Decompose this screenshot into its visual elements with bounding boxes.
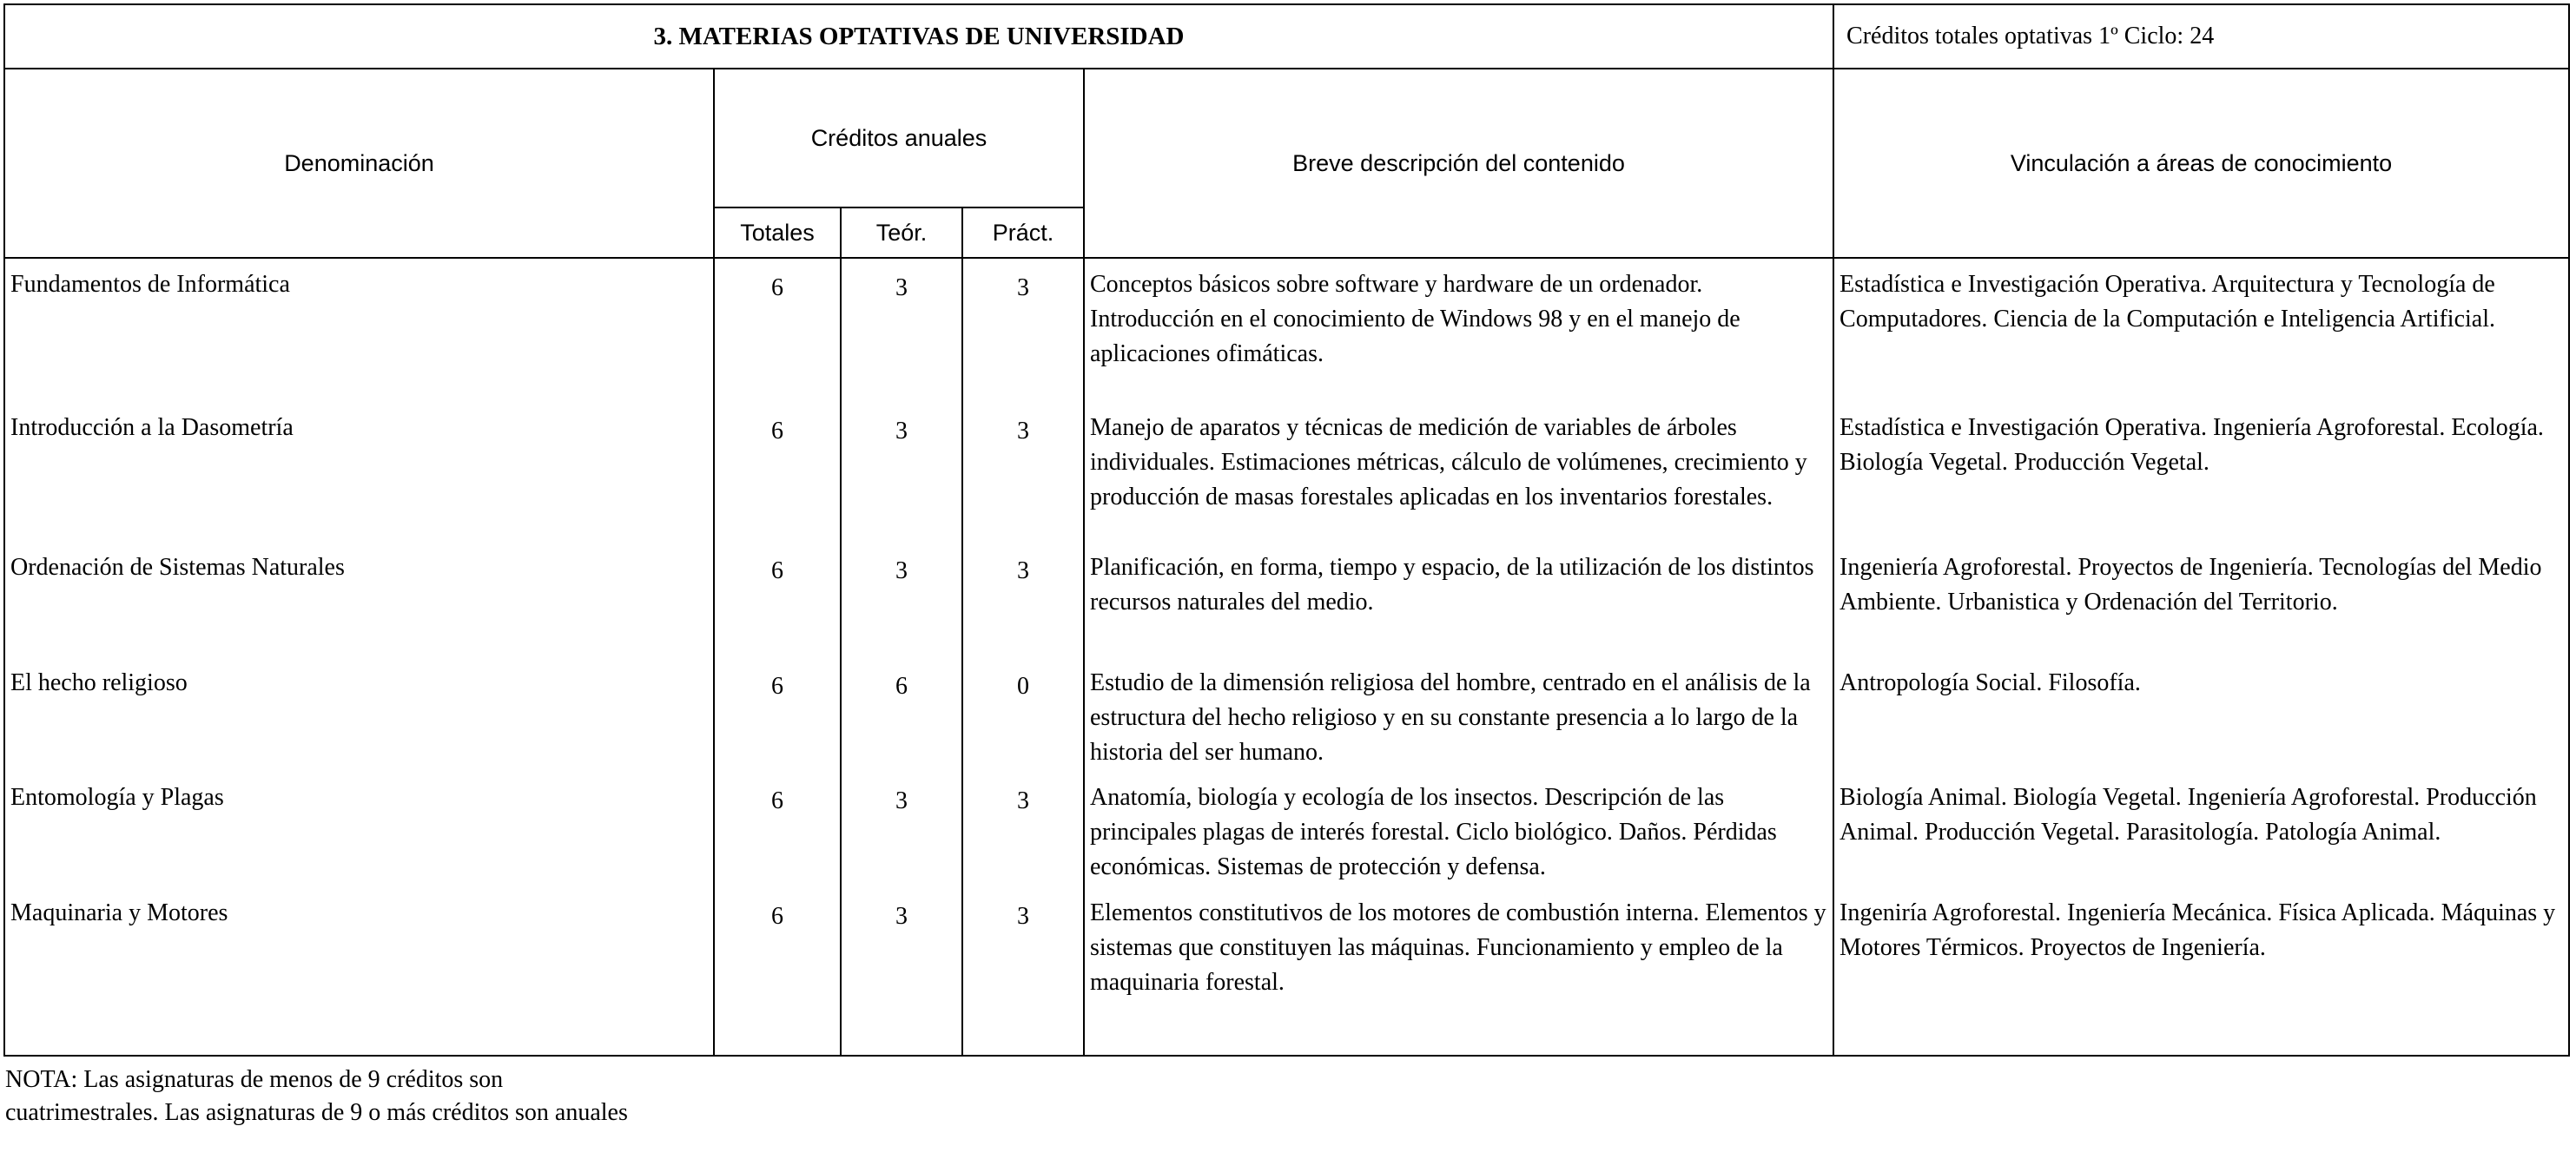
credits-pract: 3 (962, 887, 1084, 1056)
credits-totales: 6 (714, 542, 841, 657)
subject-name: Maquinaria y Motores (4, 887, 714, 1056)
credits-teor: 3 (841, 772, 962, 887)
header-teor: Teór. (841, 207, 962, 258)
header-totales: Totales (714, 207, 841, 258)
subject-name: Introducción a la Dasometría (4, 402, 714, 542)
header-denominacion: Denominación (4, 69, 714, 258)
subject-name: Fundamentos de Informática (4, 258, 714, 402)
subject-name: Entomología y Plagas (4, 772, 714, 887)
subject-name: El hecho religioso (4, 657, 714, 772)
credits-pract: 3 (962, 402, 1084, 542)
header-vinculacion: Vinculación a áreas de conocimiento (1833, 69, 2569, 258)
subject-areas: Ingeniería Agroforestal. Proyectos de Ingeniería. Tecnologías del Medio Ambiente. Urbanistica y Ordenación del Territorio. (1833, 542, 2569, 657)
credits-totales: 6 (714, 258, 841, 402)
credits-teor: 3 (841, 402, 962, 542)
table-row (4, 887, 2569, 1056)
credits-teor: 3 (841, 258, 962, 402)
credits-pract: 3 (962, 542, 1084, 657)
header-creditos: Créditos anuales (714, 69, 1084, 207)
credits-pract: 3 (962, 258, 1084, 402)
table-row (4, 542, 2569, 657)
total-credits: Créditos totales optativas 1º Ciclo: 24 (1833, 4, 2569, 69)
subject-name: Ordenación de Sistemas Naturales (4, 542, 714, 657)
footnote: NOTA: Las asignaturas de menos de 9 créditos son cuatrimestrales. Las asignaturas de 9 o más créditos son anuales (5, 1066, 628, 1126)
table-row (4, 772, 2569, 887)
header-pract: Práct. (962, 207, 1084, 258)
table-title: 3. MATERIAS OPTATIVAS DE UNIVERSIDAD (4, 4, 1833, 69)
credits-totales: 6 (714, 657, 841, 772)
optativas-table (3, 3, 2570, 1057)
subject-areas: Biología Animal. Biología Vegetal. Ingeniería Agroforestal. Producción Animal. Producción Vegetal. Parasitología. Patología Animal. (1833, 772, 2569, 887)
subject-areas: Antropología Social. Filosofía. (1833, 657, 2569, 772)
credits-pract: 0 (962, 657, 1084, 772)
subject-description: Planificación, en forma, tiempo y espacio, de la utilización de los distintos recursos naturales del medio. (1084, 542, 1833, 657)
table-row (4, 402, 2569, 542)
credits-teor: 3 (841, 887, 962, 1056)
subject-description: Elementos constitutivos de los motores de combustión interna. Elementos y sistemas que constituyen las máquinas. Funcionamiento y empleo de la maquinaria forestal. (1084, 887, 1833, 1056)
credits-pract: 3 (962, 772, 1084, 887)
credits-teor: 6 (841, 657, 962, 772)
subject-description: Manejo de aparatos y técnicas de medición de variables de árboles individuales. Estimaciones métricas, cálculo de volúmenes, crecimiento y producción de masas forestales aplicadas en los inventarios forestales. (1084, 402, 1833, 542)
subject-description: Estudio de la dimensión religiosa del hombre, centrado en el análisis de la estructura del hecho religioso y en su constante presencia a lo largo de la historia del ser humano. (1084, 657, 1833, 772)
credits-teor: 3 (841, 542, 962, 657)
subject-areas: Estadística e Investigación Operativa. Arquitectura y Tecnología de Computadores. Ciencia de la Computación e Inteligencia Artificial. (1833, 258, 2569, 402)
credits-totales: 6 (714, 772, 841, 887)
table-row (4, 258, 2569, 402)
table-row (4, 657, 2569, 772)
subject-description: Conceptos básicos sobre software y hardware de un ordenador. Introducción en el conocimiento de Windows 98 y en el manejo de aplicaciones ofimáticas. (1084, 258, 1833, 402)
subject-areas: Estadística e Investigación Operativa. Ingeniería Agroforestal. Ecología. Biología Vegetal. Producción Vegetal. (1833, 402, 2569, 542)
credits-totales: 6 (714, 887, 841, 1056)
subject-areas: Ingeniría Agroforestal. Ingeniería Mecánica. Física Aplicada. Máquinas y Motores Térmicos. Proyectos de Ingeniería. (1833, 887, 2569, 1056)
subject-description: Anatomía, biología y ecología de los insectos. Descripción de las principales plagas de interés forestal. Ciclo biológico. Daños. Pérdidas económicas. Sistemas de protección y defensa. (1084, 772, 1833, 887)
header-descripcion: Breve descripción del contenido (1084, 69, 1833, 258)
credits-totales: 6 (714, 402, 841, 542)
